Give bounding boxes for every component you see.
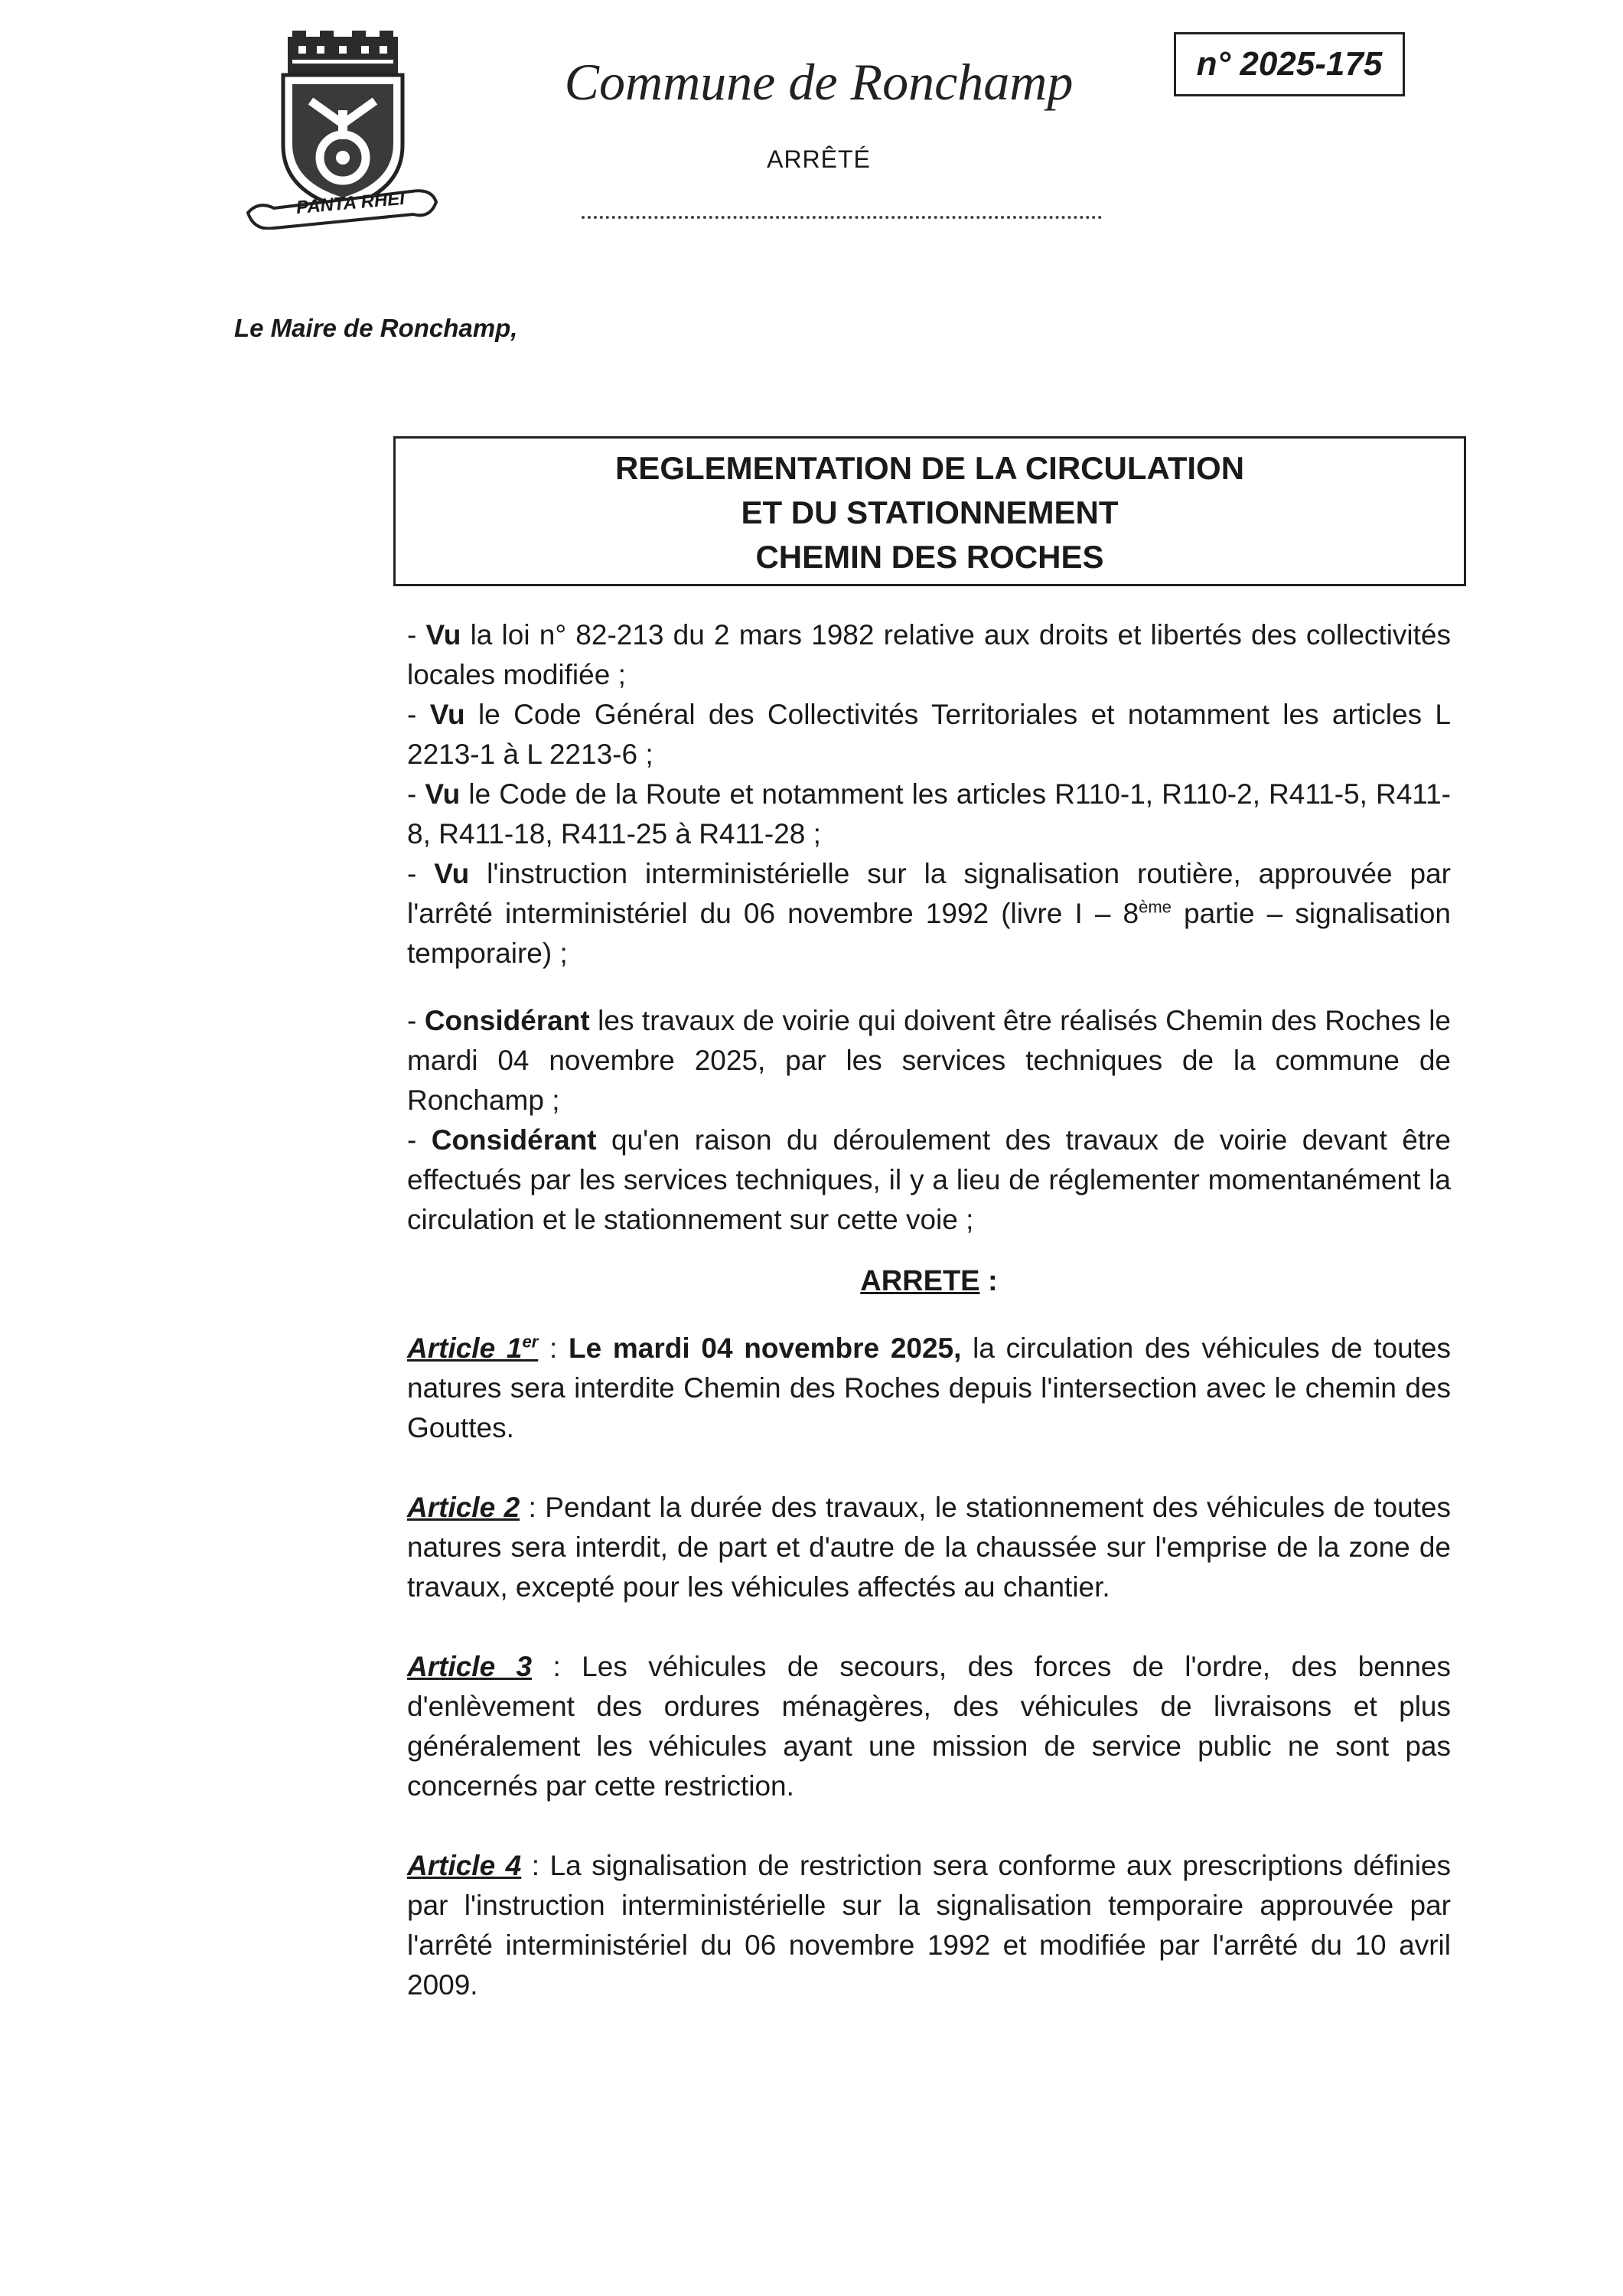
signature-dotted-line xyxy=(582,216,1102,219)
document-type-label: ARRÊTÉ xyxy=(767,145,871,173)
commune-crest-logo xyxy=(243,31,442,230)
considerant-paragraph: - Considérant les travaux de voirie qui doivent être réalisés Chemin des Roches le mardi 04 novembre 2025, par les services techniques de la commune de Ronchamp ; xyxy=(407,1005,1451,1116)
arrete-number-box: n° 2025-175 xyxy=(1174,32,1405,96)
visa-paragraph: - Vu l'instruction interministérielle sur la signalisation routière, approuvée par l'arrêté interministériel du 06 novembre 1992 (livre I – 8ème partie – signalisation temporaire) ; xyxy=(407,858,1451,969)
article-2: Article 2 : Pendant la durée des travaux, le stationnement des véhicules de toutes natures sera interdit, de part et d'autre de la chaussée sur l'emprise de la zone de travaux, excepté pour les véhicules affectés au chantier. xyxy=(407,1492,1452,1603)
considerant-paragraph: - Considérant qu'en raison du déroulement des travaux de voirie devant être effectués par les services techniques, il y a lieu de réglementer momentanément la circulation et le stationnement sur cette voie ; xyxy=(407,1124,1451,1235)
document-body xyxy=(407,615,1451,2005)
title-line-2: ET DU STATIONNEMENT xyxy=(741,494,1119,530)
arrete-title-box xyxy=(393,436,1466,586)
title-line-3: CHEMIN DES ROCHES xyxy=(755,539,1104,575)
visa-paragraph: - Vu la loi n° 82-213 du 2 mars 1982 relative aux droits et libertés des collectivités locales modifiée ; xyxy=(407,619,1451,690)
article-3: Article 3 : Les véhicules de secours, des forces de l'ordre, des bennes d'enlèvement des ordures ménagères, des véhicules de livraisons et plus généralement les véhicules ayant une mission de service public ne sont pas concernés par cette restriction. xyxy=(407,1651,1452,1802)
issuer-line: Le Maire de Ronchamp, xyxy=(234,314,518,342)
visa-paragraph: - Vu le Code Général des Collectivités Territoriales et notamment les articles L 2213-1 à L 2213-6 ; xyxy=(407,699,1452,770)
title-line-1: REGLEMENTATION DE LA CIRCULATION xyxy=(614,450,1245,486)
visa-paragraph: - Vu le Code de la Route et notamment les articles R110-1, R110-2, R411-5, R411-8, R411-18, R411-25 à R411-28 ; xyxy=(407,778,1451,850)
article-4: Article 4 : La signalisation de restriction sera conforme aux prescriptions définies par l'instruction interministérielle sur la signalisation temporaire approuvée par l'arrêté interministériel du 06 novembre 1992 et modifiée par l'arrêté du 10 avril 2009. xyxy=(407,1850,1452,2001)
crest-motto-ribbon: PANTA RHEI xyxy=(295,188,406,219)
decision-heading: ARRETE : xyxy=(860,1265,998,1297)
commune-title: Commune de Ronchamp xyxy=(564,53,1074,111)
article-1: Article 1er : Le mardi 04 novembre 2025, la circulation des véhicules de toutes natures sera interdite Chemin des Roches depuis l'intersection avec le chemin des Gouttes. xyxy=(407,1332,1452,1443)
